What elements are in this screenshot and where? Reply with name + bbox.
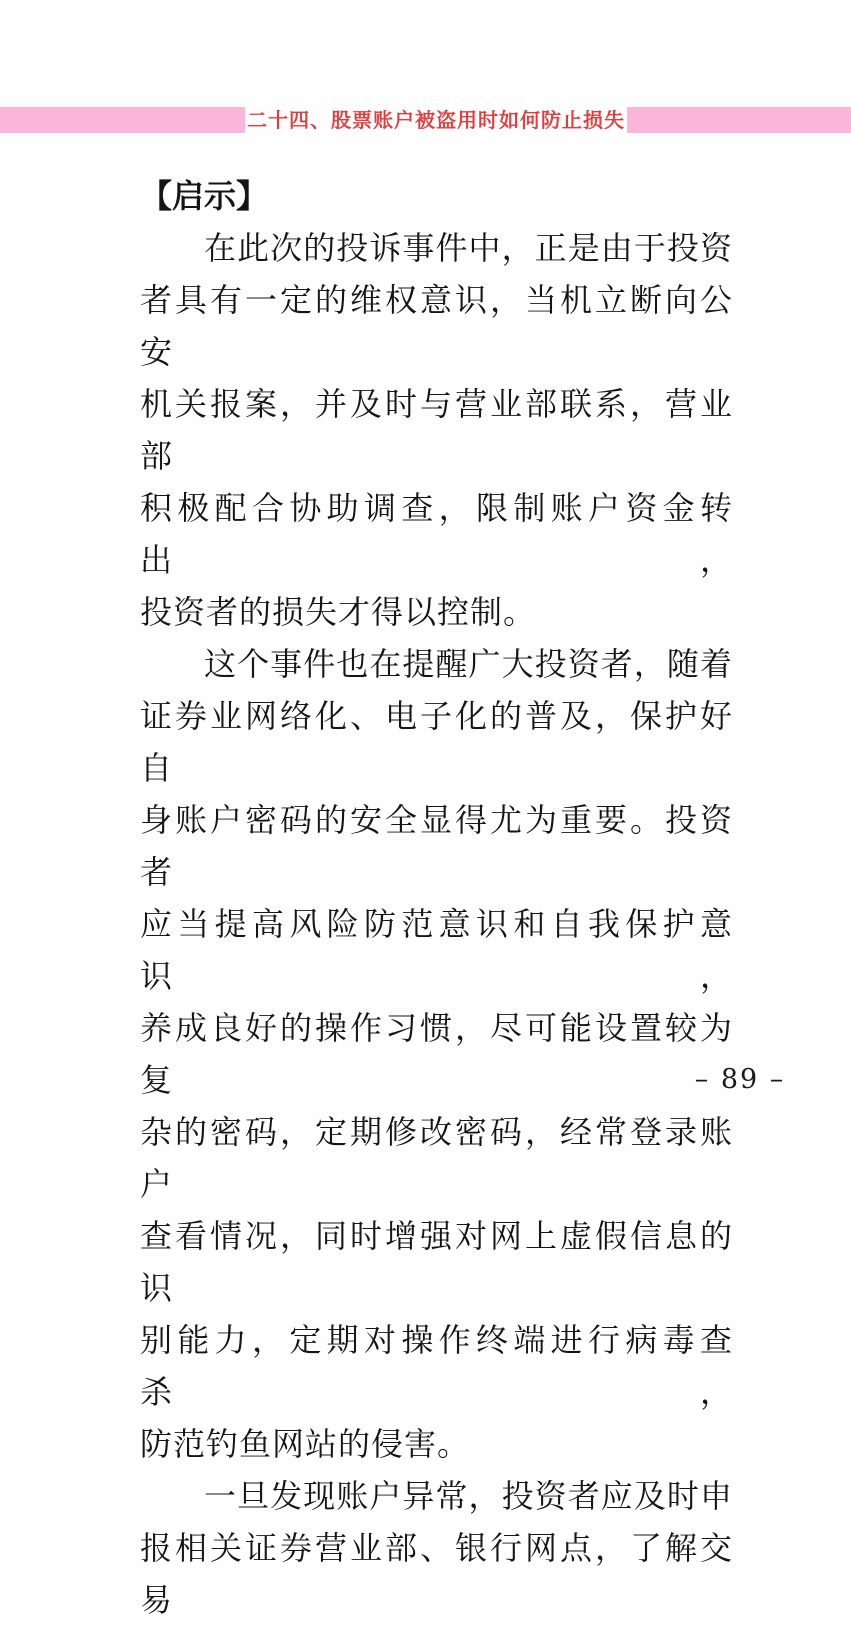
text-line: 报相关证券营业部、银行网点，了解交易: [140, 1529, 733, 1619]
paragraph-3: [140, 1470, 733, 1626]
text-line: 防范钓鱼网站的侵害。: [140, 1425, 471, 1463]
text-line: 身账户密码的安全显得尤为重要。投资者: [140, 801, 733, 891]
page-number: – 89 –: [694, 1064, 786, 1095]
header-rule-left: [0, 107, 245, 133]
header-rule-right: [627, 107, 851, 133]
text-line: 养成良好的操作习惯，尽可能设置较为复: [140, 1009, 733, 1099]
paragraph-2: [140, 638, 733, 1470]
chapter-title: 二十四、股票账户被盗用时如何防止损失: [247, 108, 625, 132]
body-text: [140, 170, 733, 1626]
text-line: 积极配合协助调查，限制账户资金转出，: [140, 489, 733, 579]
text-line: 这个事件也在提醒广大投资者，随着: [204, 645, 733, 683]
text-line: 者具有一定的维权意识，当机立断向公安: [140, 281, 733, 371]
text-line: 别能力，定期对操作终端进行病毒查杀，: [140, 1321, 733, 1411]
text-line: 证券业网络化、电子化的普及，保护好自: [140, 697, 733, 787]
text-line: 在此次的投诉事件中，正是由于投资: [204, 229, 733, 267]
text-line: 应当提高风险防范意识和自我保护意识，: [140, 905, 733, 995]
text-line: 投资者的损失才得以控制。: [140, 593, 537, 631]
section-heading: 【启示】: [140, 177, 269, 215]
text-line: 杂的密码，定期修改密码，经常登录账户: [140, 1113, 733, 1203]
text-line: 机关报案，并及时与营业部联系，营业部: [140, 385, 733, 475]
text-line: 一旦发现账户异常，投资者应及时申: [204, 1477, 733, 1515]
text-line: 查看情况，同时增强对网上虚假信息的识: [140, 1217, 733, 1307]
paragraph-1: [140, 222, 733, 638]
